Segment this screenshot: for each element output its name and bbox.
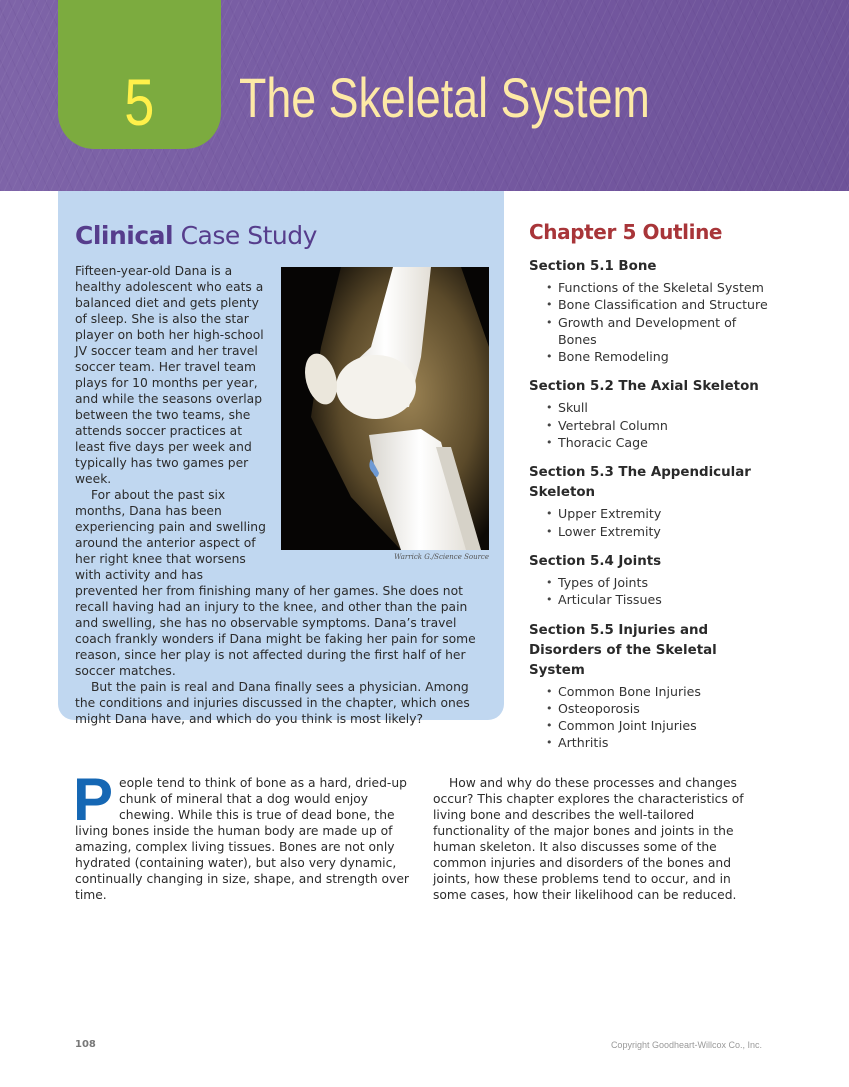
outline-item: • Osteoporosis [529, 700, 769, 717]
page-number: 108 [75, 1039, 96, 1050]
chapter-banner [0, 0, 849, 191]
outline-item: • Upper Extremity [529, 505, 769, 522]
outline-item: • Articular Tissues [529, 591, 769, 608]
case-study-heading-bold: Clinical [75, 221, 174, 250]
outline-item: • Growth and Development of Bones [529, 314, 769, 349]
knee-xray-image [281, 267, 489, 550]
image-credit: Warrick G./Science Source [394, 553, 489, 561]
intro-paragraph-right: How and why do these processes and changes occur? This chapter explores the characteristics of living bone and describes the well-tailored functionality of the major bones and joints in the human skeleton. It also discusses some of the common injuries and disorders of the bones and joints, how these problems tend to occur, and in some cases, how their likelihood can be reduced. [433, 776, 744, 902]
outline-item: • Vertebral Column [529, 417, 769, 434]
outline-item: • Functions of the Skeletal System [529, 279, 769, 296]
outline-item: • Types of Joints [529, 574, 769, 591]
outline-section-title: Section 5.1 Bone [529, 259, 657, 274]
intro-left-text: eople tend to think of bone as a hard, dried-up chunk of mineral that a dog would enjoy chewing. While this is true of dead bone, the living bones inside the human body are made up of amazing, complex living tissues. Bones are not only hydrated (containing water), but also very dynamic, continually changing in size, shape, and strength over time. [75, 776, 409, 902]
outline-title: Chapter 5 Outline [529, 220, 723, 244]
outline-item: • Skull [529, 399, 769, 416]
chapter-number: 5 [124, 65, 155, 139]
outline-section-title: Section 5.3 The Appendicular Skeleton [529, 465, 751, 501]
knee-xray-illustration [281, 267, 489, 550]
outline-item: • Bone Classification and Structure [529, 296, 769, 313]
case-study-paragraph: Fifteen-year-old Dana is a healthy adolescent who eats a balanced diet and gets plenty of sleep. She is also the star player on both her high-school JV soccer team and her travel soccer team. Her travel team plays for 10 months per year, and while the seasons overlap between the two teams, she attends soccer practices at least five days per week and typically has two games per week. [75, 264, 264, 486]
outline-section-title: Section 5.4 Joints [529, 553, 662, 569]
case-study-paragraph: For about the past six months, Dana has been experiencing pain and swelling around the anterior aspect of her right knee that worsens with activity and has prevented her from finishing many of her games. She does not recall having had an injury to the knee, and other than the pain and swelling, she has no observable symptoms. Dana’s travel coach frankly wonders if Dana might be faking her pain for some reason, since her play is not affected during the first half of her soccer matches. [75, 488, 476, 678]
outline-section [529, 377, 769, 451]
outline-item: • Arthritis [529, 734, 769, 751]
chapter-number-tab [58, 0, 221, 149]
copyright-notice: Copyright Goodheart-Willcox Co., Inc. [610, 1040, 762, 1050]
case-study-paragraph: But the pain is real and Dana finally sees a physician. Among the conditions and injuries discussed in the chapter, which ones might Dana have, and which do you think is most likely? [75, 680, 470, 726]
outline-section [529, 552, 769, 609]
chapter-outline [529, 220, 769, 764]
outline-item: • Common Joint Injuries [529, 717, 769, 734]
outline-item: • Thoracic Cage [529, 434, 769, 451]
case-study-heading [75, 221, 317, 250]
outline-item: • Common Bone Injuries [529, 683, 769, 700]
outline-section-title: Section 5.2 The Axial Skeleton [529, 379, 759, 395]
case-study-heading-rest: Case Study [173, 221, 317, 250]
outline-section-title: Section 5.5 Injuries and Disorders of the Skeletal System [529, 622, 717, 678]
drop-cap: P [73, 766, 114, 833]
outline-section [529, 621, 769, 752]
chapter-title: The Skeletal System [239, 66, 650, 129]
outline-item: • Bone Remodeling [529, 348, 769, 365]
outline-section [529, 257, 769, 365]
intro-paragraph-left [73, 766, 410, 903]
outline-section [529, 463, 769, 540]
outline-item: • Lower Extremity [529, 523, 769, 540]
